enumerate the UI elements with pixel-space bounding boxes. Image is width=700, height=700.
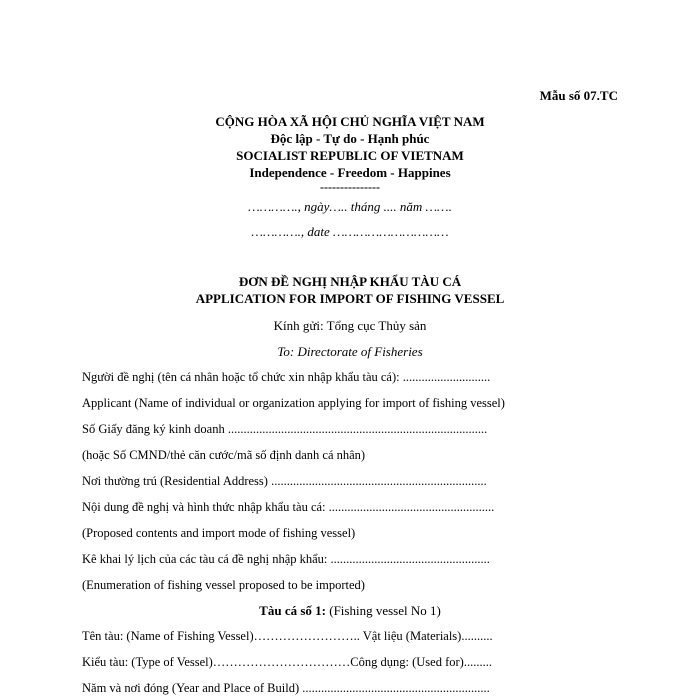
motto-vi: Độc lập - Tự do - Hạnh phúc	[270, 131, 430, 146]
recipient-en: To: Directorate of Fisheries	[277, 344, 423, 359]
field-id-card: (hoặc Số CMND/thẻ căn cước/mã số định danh cá nhân)	[82, 448, 366, 462]
vessel-heading-bold: Tàu cá số 1:	[259, 603, 326, 618]
field-residence: Nơi thường trú (Residential Address) .....................................................................	[82, 474, 487, 488]
field-enumeration-vi: Kê khai lý lịch của các tàu cá đề nghị nhập khẩu: ...................................................	[82, 552, 490, 566]
country-name-en: SOCIALIST REPUBLIC OF VIETNAM	[236, 148, 464, 163]
field-enumeration-en: (Enumeration of fishing vessel proposed to be imported)	[82, 578, 365, 592]
title-en: APPLICATION FOR IMPORT OF FISHING VESSEL	[195, 291, 505, 306]
vessel-heading	[0, 603, 700, 619]
date-line-vi: …………., ngày….. tháng .... năm …….	[248, 199, 452, 214]
motto-en: Independence - Freedom - Happines	[249, 165, 451, 180]
form-number: Mẫu số 07.TC	[539, 88, 618, 103]
vessel-field-type: Kiểu tàu: (Type of Vessel)……………………………Công dụng: (Used for).........	[82, 655, 492, 669]
field-applicant-en: Applicant (Name of individual or organization applying for import of fishing vessel)	[82, 396, 505, 410]
vessel-field-name: Tên tàu: (Name of Fishing Vessel)…………………….. Vật liệu (Materials)..........	[82, 629, 493, 643]
country-name-vi: CỘNG HÒA XÃ HỘI CHỦ NGHĨA VIỆT NAM	[215, 114, 485, 129]
vessel-heading-normal: (Fishing vessel No 1)	[325, 603, 441, 618]
field-proposal-vi: Nội dung đề nghị và hình thức nhập khẩu tàu cá: .....................................................	[82, 500, 495, 514]
recipient-vi: Kính gửi: Tổng cục Thủy sản	[273, 318, 427, 333]
title-vi: ĐƠN ĐỀ NGHỊ NHẬP KHẨU TÀU CÁ	[238, 274, 462, 289]
vessel-field-build: Năm và nơi đóng (Year and Place of Build) ............................................................	[82, 681, 490, 695]
field-applicant-vi: Người đề nghị (tên cá nhân hoặc tổ chức xin nhập khẩu tàu cá): ............................	[82, 370, 491, 384]
date-line-en: …………., date …………………………	[251, 224, 449, 239]
field-proposal-en: (Proposed contents and import mode of fishing vessel)	[82, 526, 356, 540]
field-business-reg: Số Giấy đăng ký kinh doanh ...................................................................................	[82, 422, 488, 436]
header-separator: ---------------	[320, 180, 380, 194]
